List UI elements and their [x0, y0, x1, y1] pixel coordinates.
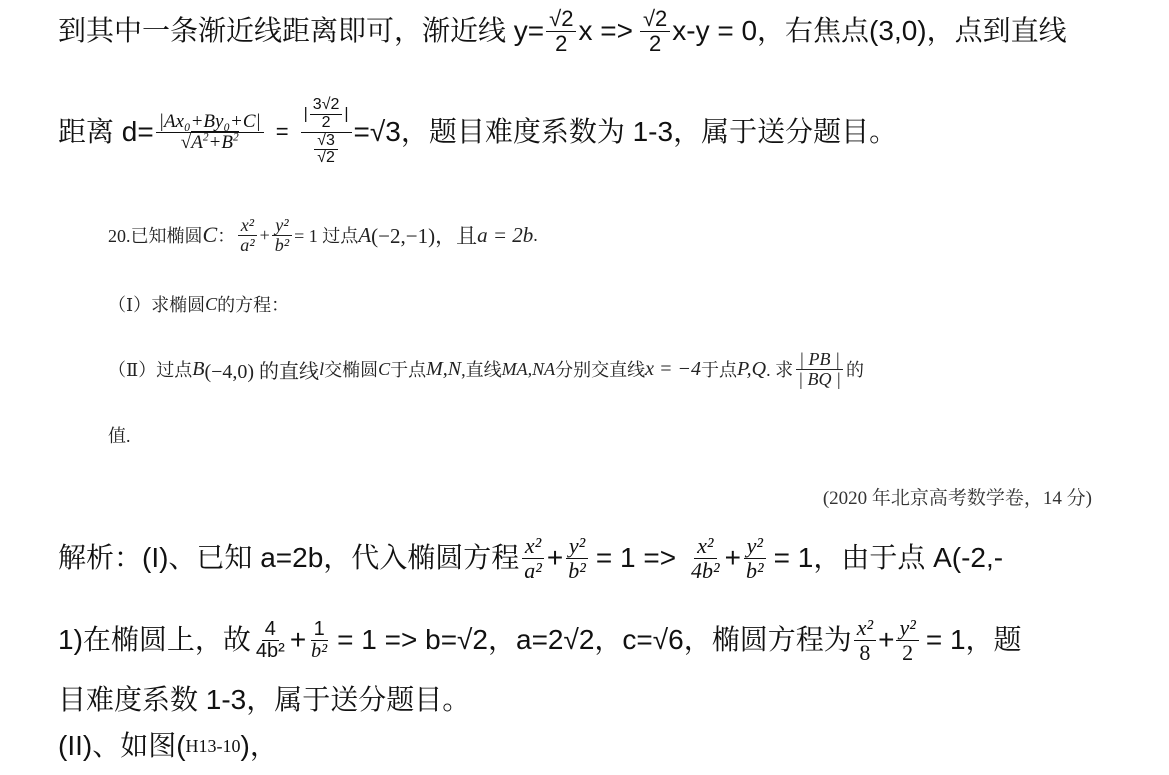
problem-text: (−2,−1)，且	[371, 224, 478, 248]
y2: y²	[896, 616, 918, 640]
line2-text-b: =√3，题目难度系数为 1-3，属于送分题目。	[353, 116, 898, 147]
b2: b²	[568, 557, 586, 583]
sqrt2-over-2-fraction-a	[546, 7, 576, 54]
point-a: A	[358, 222, 372, 247]
x2-over-a2	[237, 216, 257, 255]
plus: +	[546, 542, 564, 573]
problem-text: 20.已知椭圆	[108, 226, 203, 246]
distance-denominator: $√A^2+B^2$	[180, 131, 239, 153]
line6-text-a: (II)、如图(	[58, 730, 186, 761]
figure-reference: H13-10	[185, 736, 241, 756]
plus: +	[878, 624, 895, 655]
inner-fraction	[310, 97, 343, 132]
inner-den: 2	[321, 113, 331, 131]
line6-text-b: )，	[240, 730, 278, 761]
colon: ：	[217, 226, 236, 246]
x2: x²	[238, 216, 257, 236]
period: .	[533, 224, 538, 245]
den-b: B	[221, 131, 233, 153]
fraction-numerator: √2	[546, 7, 576, 31]
x2-over-a2	[521, 534, 545, 581]
plus: +	[259, 224, 270, 245]
part1-text: （Ⅰ）求椭圆	[108, 295, 206, 315]
line4-text-b: = 1 => b=√2，a=2√2，c=√6，椭圆方程为	[337, 624, 852, 655]
part2-text: （Ⅱ）过点	[108, 360, 193, 380]
y2-over-b2-b	[743, 534, 767, 581]
pb: | PB |	[796, 350, 843, 370]
a2: a²	[524, 557, 542, 583]
a2: a²	[240, 234, 255, 255]
solution-line-5	[58, 682, 470, 718]
sqrt2-over-2-fraction-b	[640, 7, 670, 54]
distance-formula-fraction	[156, 112, 264, 153]
four: 4	[262, 619, 279, 641]
x2: x²	[854, 616, 876, 640]
two: 2	[902, 639, 914, 665]
part2-text: 交椭圆	[324, 360, 379, 380]
points-mn: M,N	[426, 357, 462, 380]
line-x-eq: x = −4	[645, 357, 701, 380]
four-b2: 4b²	[691, 557, 720, 583]
four-over-4b2	[253, 619, 288, 662]
line4-text-a: 1)在椭圆上，故	[58, 624, 251, 655]
ellipse-name: C	[202, 222, 218, 247]
solution-line-2	[58, 92, 897, 172]
line3-text-c: = 1，由于点 A(-2,-	[773, 542, 1004, 573]
sqrt3-over-sqrt2	[314, 133, 338, 168]
line4-text-c: = 1，题	[925, 624, 1022, 655]
condition: a = 2b	[477, 222, 534, 247]
y2: y²	[272, 216, 291, 236]
sqrt2: √2	[317, 149, 335, 167]
compound-numerator: | $\frac{3√2}{2}$ |	[301, 97, 352, 133]
x2-over-8	[854, 616, 876, 663]
point-b: B	[192, 357, 205, 380]
fraction-numerator: √2	[640, 7, 670, 31]
part2-text: 的	[845, 360, 864, 380]
line3-text-b: = 1 =>	[595, 542, 677, 573]
line3-text-a: 解析：(I)、已知 a=2b，代入椭圆方程	[58, 542, 520, 573]
y2-over-b2	[565, 534, 589, 581]
line-l: l	[319, 358, 325, 379]
line5-text: 目难度系数 1-3，属于送分题目。	[58, 684, 471, 715]
part2-text: 于点	[700, 360, 737, 380]
eight: 8	[859, 639, 871, 665]
problem-source: (2020 年北京高考数学卷，14 分)	[822, 488, 1092, 509]
line1-text-c: x-y = 0，右焦点(3,0)，点到直线	[672, 15, 1067, 46]
b2: b²	[274, 234, 290, 255]
b2: b²	[311, 639, 328, 662]
solution-line-1	[58, 6, 1067, 56]
problem-part-2-end	[108, 422, 131, 448]
problem-part-2	[108, 340, 864, 398]
compound-fraction	[301, 97, 352, 167]
fraction-denominator: 2	[555, 30, 568, 56]
part2-text: . 求	[766, 360, 794, 380]
y2: y²	[744, 534, 766, 558]
x2: x²	[522, 534, 544, 558]
points-pq: P,Q	[736, 357, 767, 380]
bq: | BQ |	[798, 368, 841, 389]
plus: +	[724, 542, 742, 573]
line1-text-b: x =>	[578, 15, 633, 46]
ellipse-name: C	[378, 358, 391, 379]
problem-20-statement	[108, 205, 538, 265]
x2-over-4b2	[688, 534, 723, 581]
part2-text: 值.	[108, 426, 131, 446]
pb-over-bq	[795, 350, 844, 389]
part2-text: 分别交直线	[555, 360, 646, 380]
den-a: A	[191, 131, 203, 153]
one: 1	[311, 619, 328, 641]
ellipse-name: C	[205, 293, 218, 314]
b2: b²	[746, 557, 764, 583]
lines-ma-na: MA,NA	[501, 358, 556, 379]
part2-text: (−4,0) 的直线	[204, 360, 320, 383]
sqrt3: √3	[314, 133, 338, 151]
solution-line-4	[58, 612, 1022, 668]
y2: y²	[566, 534, 588, 558]
problem-part-1	[108, 290, 289, 318]
y2-over-b2	[272, 216, 292, 255]
y2-over-2	[896, 616, 918, 663]
problem-text: = 1 过点	[294, 226, 359, 246]
distance-numerator: |Ax₀+By₀+C|	[156, 112, 264, 133]
four-b2: 4b²	[255, 639, 285, 662]
part2-text: 于点	[390, 360, 427, 380]
equals-sign: =	[275, 119, 289, 144]
plus: +	[289, 624, 307, 655]
inner-num: 3√2	[310, 97, 343, 115]
x2: x²	[694, 534, 716, 558]
solution-line-3	[58, 530, 1003, 586]
fraction-denominator: 2	[648, 30, 662, 56]
part2-text: ,直线	[461, 360, 502, 380]
solution-line-6	[58, 728, 278, 764]
compound-denominator	[309, 133, 343, 168]
line1-text-a: 到其中一条渐近线距离即可，渐近线 y=	[58, 15, 545, 46]
part1-text: 的方程：	[217, 295, 290, 315]
line2-text-a: 距离 d=	[58, 116, 154, 147]
one-over-b2	[308, 619, 330, 662]
